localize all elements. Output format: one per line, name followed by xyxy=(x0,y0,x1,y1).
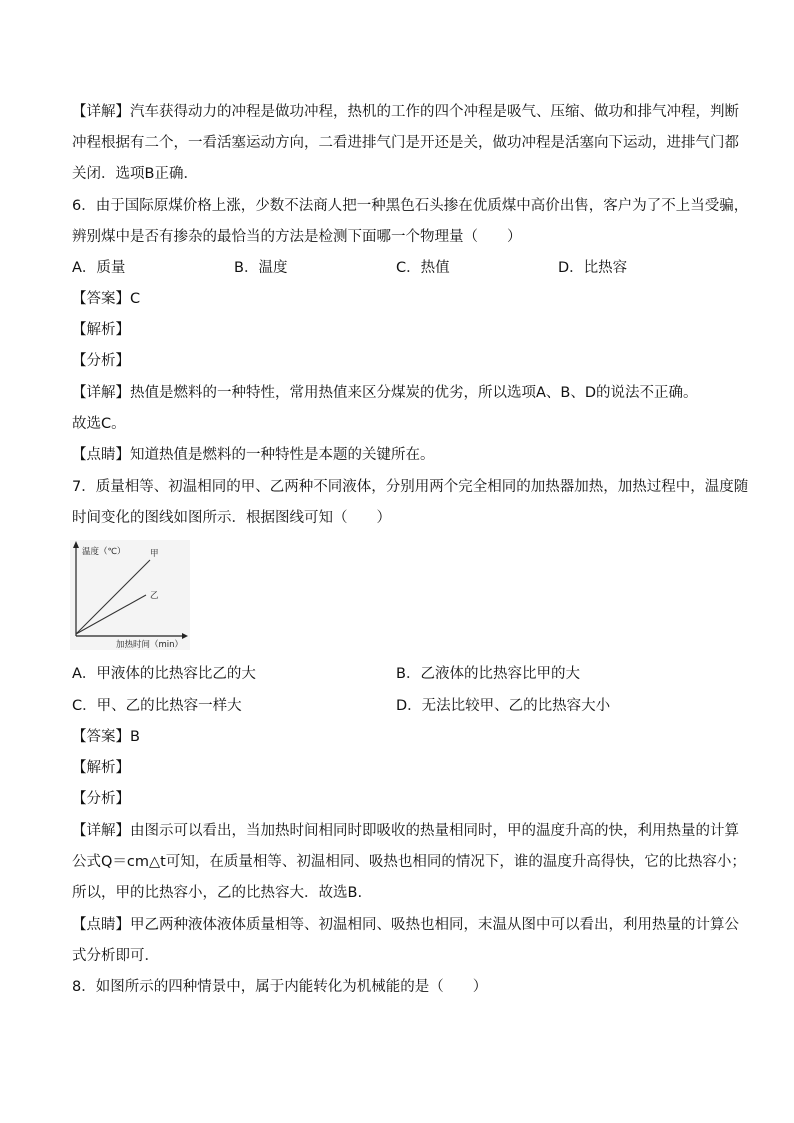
q6-stem-line2: 辨别煤中是否有掺杂的最恰当的方法是检测下面哪一个物理量（ ） xyxy=(72,229,522,245)
q6-fenxi-heading: 【分析】 xyxy=(72,353,130,369)
q7-dianjing-line1: 【点睛】甲乙两种液体液体质量相等、初温相同、吸热也相同，末温从图中可以看出，利用热量的计算公 xyxy=(72,917,739,933)
q7-detail-line2: 公式Q＝cm△t可知，在质量相等、初温相同、吸热也相同的情况下，谁的温度升高得快，它的比热容小； xyxy=(72,854,746,870)
q6-stem-line1: 6．由于国际原煤价格上涨，少数不法商人把一种黑色石头掺在优质煤中高价出售，客户为了不上当受骗， xyxy=(72,198,749,214)
q5-detail-line2: 冲程根据有二个，一看活塞运动方向，二看进排气门是开还是关，做功冲程是活塞向下运动，进排气门都 xyxy=(72,135,739,151)
graph-xlabel: 加热时间（min） xyxy=(116,640,184,650)
q6-option-a: A．质量 xyxy=(72,260,126,276)
q7-detail-line3: 所以，甲的比热容小，乙的比热容大．故选B. xyxy=(72,885,363,901)
q7-answer: 【答案】B xyxy=(72,729,140,745)
q7-detail-line1: 【详解】由图示可以看出，当加热时间相同时即吸收的热量相同时，甲的温度升高的快，利用热量的计算 xyxy=(72,823,739,839)
q6-detail-line1: 【详解】热值是燃料的一种特性，常用热值来区分煤炭的优劣，所以选项A、B、D的说法不正确。 xyxy=(72,385,698,401)
q7-dianjing-line2: 式分析即可． xyxy=(72,948,159,964)
q7-option-b: B．乙液体的比热容比甲的大 xyxy=(396,666,580,682)
q7-fenxi-heading: 【分析】 xyxy=(72,791,130,807)
graph-label-jia: 甲 xyxy=(150,549,159,559)
q7-option-d: D．无法比较甲、乙的比热容大小 xyxy=(396,698,611,714)
q6-answer: 【答案】C xyxy=(72,291,141,307)
q7-option-c: C．甲、乙的比热容一样大 xyxy=(72,698,242,714)
q5-detail-line1: 【详解】汽车获得动力的冲程是做功冲程，热机的工作的四个冲程是吸气、压缩、做功和排气冲程，判断 xyxy=(72,104,739,120)
q6-analysis-heading: 【解析】 xyxy=(72,322,130,338)
q7-stem-line2: 时间变化的图线如图所示．根据图线可知（ ） xyxy=(72,510,391,526)
graph-ylabel: 温度（℃） xyxy=(82,547,126,557)
q8-stem-line1: 8．如图所示的四种情景中，属于内能转化为机械能的是（ ） xyxy=(72,979,488,995)
temperature-time-graph xyxy=(70,540,190,650)
q6-detail-line2: 故选C。 xyxy=(72,416,126,432)
q5-detail-line3: 关闭．选项B正确． xyxy=(72,166,198,182)
q6-option-b: B．温度 xyxy=(234,260,288,276)
q7-option-a: A．甲液体的比热容比乙的大 xyxy=(72,666,256,682)
graph-label-yi: 乙 xyxy=(150,591,159,601)
q7-stem-line1: 7．质量相等、初温相同的甲、乙两种不同液体，分别用两个完全相同的加热器加热，加热过程中，温度随 xyxy=(72,479,749,495)
q7-analysis-heading: 【解析】 xyxy=(72,760,130,776)
q6-option-d: D．比热容 xyxy=(558,260,628,276)
graph-svg xyxy=(70,540,190,650)
q6-option-c: C．热值 xyxy=(396,260,450,276)
q6-dianjing: 【点睛】知道热值是燃料的一种特性是本题的关键所在。 xyxy=(72,447,435,463)
